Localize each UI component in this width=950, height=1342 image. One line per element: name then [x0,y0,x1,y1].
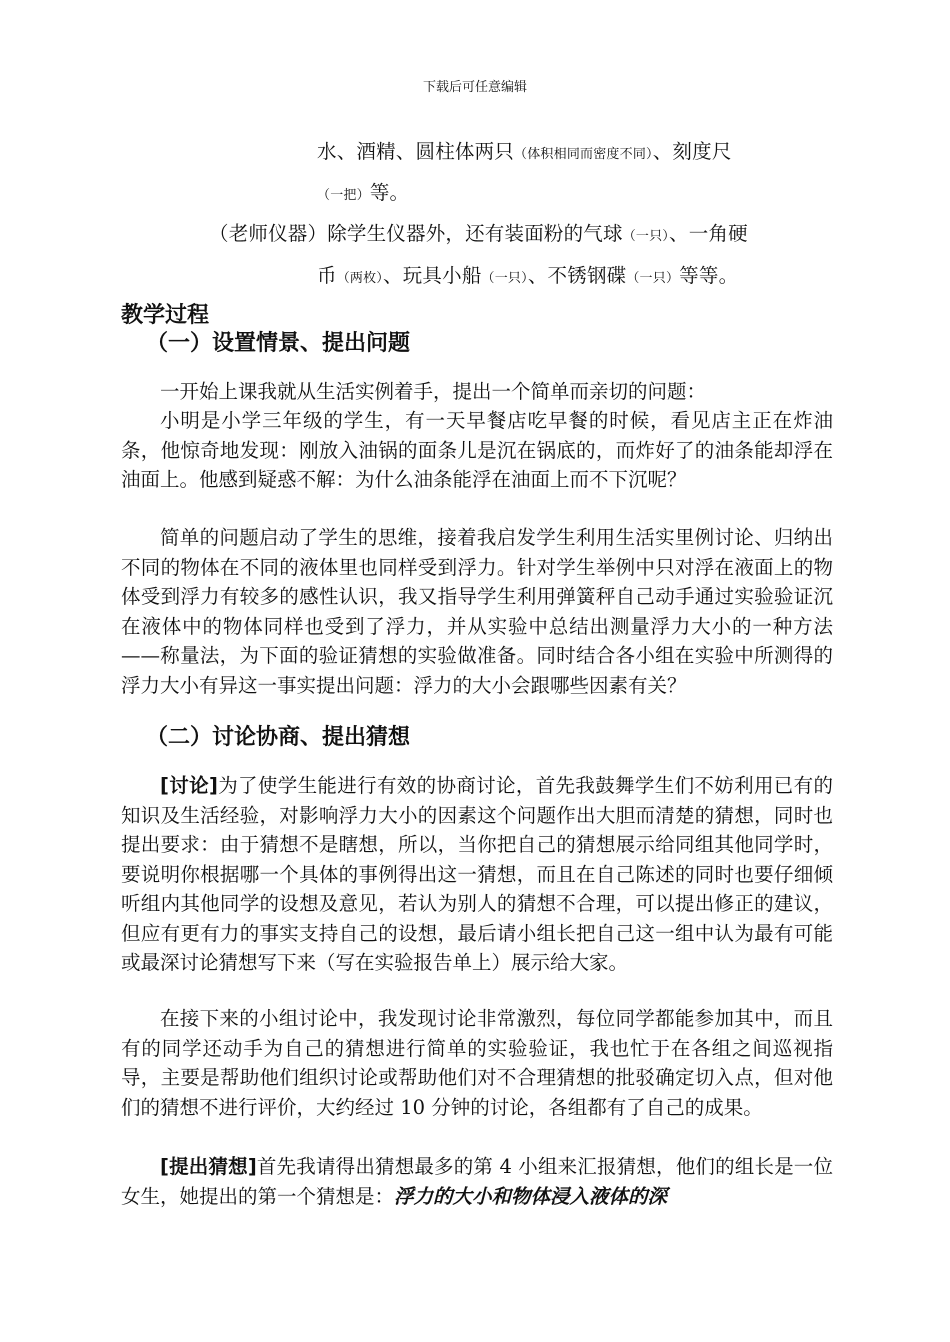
equipment-line-4-a: 币 [317,264,337,287]
equipment-line-4-note-c: （一只） [626,271,680,286]
equipment-line-1-main: 水、酒精、圆柱体两只 [317,140,515,163]
section-title-teaching-process: 教学过程 [121,303,210,328]
equipment-line-1 [317,136,732,164]
section-2-paragraph-3-text: 首先我请得出猜想最多的第 4 小组来汇报猜想，他们的组长是一位女生，她提出的第一个猜想是： [121,1155,833,1208]
equipment-line-4-note-a: （两枚） [336,271,384,286]
equipment-line-3 [209,218,748,246]
equipment-line-4-d: 等等。 [679,264,739,287]
equipment-line-2 [317,177,409,205]
equipment-line-1-note: （体积相同而密度不同） [514,147,653,162]
section-2-paragraph-2: 在接下来的小组讨论中，我发现讨论非常激烈，每位同学都能参加其中，而且有的同学还动手为自己的猜想进行简单的实验验证，我也忙于在各组之间巡视指导，主要是帮助他们组织讨论或帮助他们对不合理猜想的批驳确定切入点，但对他们的猜想不进行评价，大约经过 10 分钟的讨论，各组都有了自己的成果。 [121,1007,833,1119]
section-1-paragraph-2-story: 小明是小学三年级的学生，有一天早餐店吃早餐的时候，看见店主正在炸油条，他惊奇地发现：刚放入油锅的面条儿是沉在锅底的，而炸好了的油条能却浮在油面上。他感到疑惑不解：为什么油条能浮在油面上而不下沉呢？ [121,409,833,491]
section-2-paragraph-3-emphasis: 浮力的大小和物体浸入液体的深 [394,1184,668,1208]
equipment-line-4-b: 、玩具小船 [383,264,482,287]
equipment-line-2-note: （一把） [317,188,370,203]
section-1-title: （一）设置情景、提出问题 [146,331,411,356]
label-discussion: [讨论] [160,774,218,797]
equipment-line-1-tail: 、刻度尺 [652,140,732,163]
section-1-paragraph-3: 简单的问题启动了学生的思维，接着我启发学生利用生活实里例讨论、归纳出不同的物体在不同的液体里也同样受到浮力。针对学生举例中只对浮在液面上的物体受到浮力有较多的感性认识，我又指导学生利用弹簧秤自己动手通过实验验证沉在液体中的物体同样也受到了浮力，并从实验中总结出测量浮力大小的一种方法——称量法，为下面的验证猜想的实验做准备。同时结合各小组在实验中所测得的浮力大小有异这一事实提出问题：浮力的大小会跟哪些因素有关？ [121,526,833,697]
section-1-paragraph-1: 一开始上课我就从生活实例着手，提出一个简单而亲切的问题： [160,380,707,403]
section-2-title: （二）讨论协商、提出猜想 [146,725,411,750]
section-2-paragraph-1 [121,771,833,978]
equipment-line-3-note: （一只） [622,229,670,244]
equipment-line-4-note-b: （一只） [481,271,528,286]
section-2-paragraph-1-text: 为了使学生能进行有效的协商讨论，首先我鼓舞学生们不妨利用已有的知识及生活经验，对影响浮力大小的因素这个问题作出大胆而清楚的猜想，同时也提出要求：由于猜想不是瞎想，所以，当你把自己的猜想展示给同组其他同学时，要说明你根据哪一个具体的事例得出这一猜想，而且在自己陈述的同时也要仔细倾听组内其他同学的设想及意见，若认为别人的猜想不合理，可以提出修正的建议，但应有更有力的事实支持自己的设想，最后请小组长把自己这一组中认为最有可能或最深讨论猜想写下来（写在实验报告单上）展示给大家。 [121,774,833,974]
page-header-watermark: 下载后可任意编辑 [422,80,527,95]
equipment-line-4-c: 、不锈钢碟 [527,264,627,287]
equipment-line-2-tail: 等。 [369,181,410,204]
equipment-line-4 [317,260,738,288]
section-2-paragraph-3 [121,1152,833,1211]
label-propose-hypothesis: [提出猜想] [160,1155,257,1178]
equipment-line-3-tail: 、一角硬 [669,222,748,245]
equipment-line-3-text: （老师仪器）除学生仪器外，还有装面粉的气球 [209,222,623,245]
